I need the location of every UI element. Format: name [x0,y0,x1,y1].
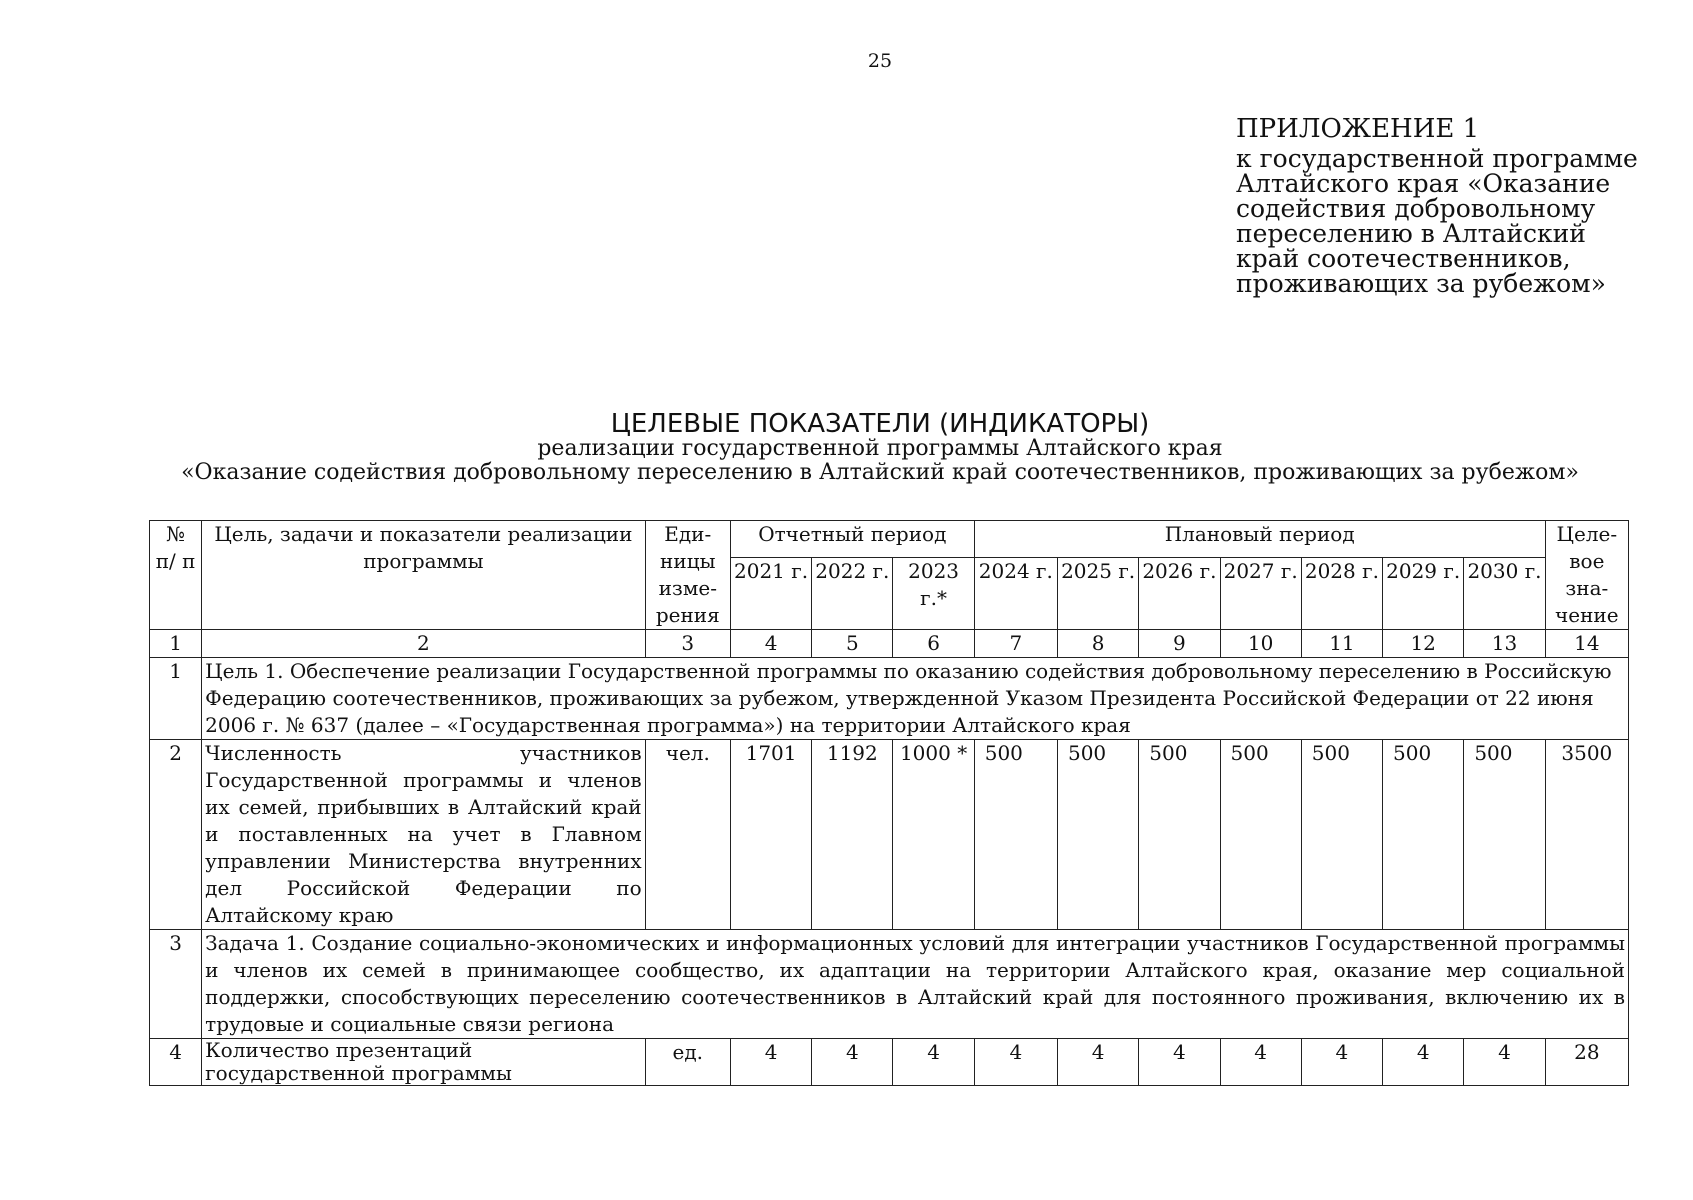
row-number: 2 [150,740,202,930]
heading-title: ЦЕЛЕВЫЕ ПОКАЗАТЕЛИ (ИНДИКАТОРЫ) [610,409,1150,439]
row-number: 3 [150,930,202,1039]
indicator-value: 1000 * [893,740,974,930]
header-planned-period: Плановый период [974,521,1545,558]
indicator-value: 4 [1057,1039,1138,1086]
document-heading [150,410,1610,486]
indicator-value: 500 [1464,740,1545,930]
column-number: 7 [974,630,1057,658]
column-number: 5 [812,630,893,658]
indicator-value: 4 [1139,1039,1220,1086]
header-year: 2027 г. [1220,557,1301,629]
indicator-value: 1701 [730,740,811,930]
indicator-value: 500 [974,740,1057,930]
indicator-value: 500 [1383,740,1464,930]
column-number: 1 [150,630,202,658]
indicator-value: 500 [1057,740,1138,930]
header-target-value: Целе- вое зна- чение [1545,521,1628,630]
indicator-value: 4 [812,1039,893,1086]
column-number: 8 [1057,630,1138,658]
indicator-value: 4 [1301,1039,1382,1086]
indicator-name: Численность участников Государственной программы и членов их семей, прибывших в Алтайский край и поставленных на учет в Главном управлении Министерства внутренних дел Российской Федерации по Алтайскому краю [202,740,645,930]
appendix-line: переселению в Алтайский [1236,219,1586,248]
header-year: 2023 г.* [893,557,974,629]
table-row-indicator [150,740,1629,930]
indicator-value: 1192 [812,740,893,930]
goal-text: Цель 1. Обеспечение реализации Государственной программы по оказанию содействия добровольному переселению в Российскую Федерацию соотечественников, проживающих за рубежом, утвержденной Указом Президента Российской Федерации от 22 июня 2006 г. № 637 (далее – «Государственная программа») на территории Алтайского края [202,658,1629,740]
header-year: 2028 г. [1301,557,1382,629]
indicator-value: 500 [1220,740,1301,930]
column-number: 4 [730,630,811,658]
header-year: 2026 г. [1139,557,1220,629]
header-year: 2024 г. [974,557,1057,629]
task-text: Задача 1. Создание социально-экономических и информационных условий для интеграции участников Государственной программы и членов их семей в принимающее сообщество, их адаптации на территории Алтайского края, оказание мер социальной поддержки, способствующих переселению соотечественников в Алтайский край для постоянного проживания, включению их в трудовые и социальные связи региона [202,930,1629,1039]
heading-subtitle: реализации государственной программы Алтайского края [537,436,1223,461]
header-unit: Еди- ницы изме- рения [645,521,730,630]
appendix-line: содействия добровольному [1236,194,1596,223]
row-number: 1 [150,658,202,740]
appendix-line: Алтайского края «Оказание [1236,169,1611,198]
indicator-unit: ед. [645,1039,730,1086]
table-row-task [150,930,1629,1039]
indicator-target: 28 [1545,1039,1628,1086]
row-number: 4 [150,1039,202,1086]
indicator-value: 500 [1139,740,1220,930]
column-number: 2 [202,630,645,658]
header-reporting-period: Отчетный период [730,521,974,558]
appendix-line: проживающих за рубежом» [1236,269,1606,298]
column-number-row [150,630,1629,658]
indicator-value: 4 [893,1039,974,1086]
indicator-name: Количество презентаций государственной программы [202,1039,645,1086]
header-year: 2030 г. [1464,557,1545,629]
header-number: № п/ п [150,521,202,630]
column-number: 12 [1383,630,1464,658]
appendix-block [1236,114,1656,296]
indicator-value: 4 [730,1039,811,1086]
heading-program-name: «Оказание содействия добровольному переселению в Алтайский край соотечественников, проживающих за рубежом» [181,460,1579,485]
indicator-unit: чел. [645,740,730,930]
header-year: 2025 г. [1057,557,1138,629]
indicator-value: 4 [1464,1039,1545,1086]
indicator-value: 500 [1301,740,1382,930]
column-number: 13 [1464,630,1545,658]
header-row [150,521,1629,558]
table-row-indicator [150,1039,1629,1086]
appendix-line: к государственной программе [1236,144,1638,173]
header-year: 2029 г. [1383,557,1464,629]
column-number: 9 [1139,630,1220,658]
page-number: 25 [867,50,893,72]
header-year: 2021 г. [730,557,811,629]
header-year: 2022 г. [812,557,893,629]
indicator-value: 4 [974,1039,1057,1086]
column-number: 3 [645,630,730,658]
indicator-target: 3500 [1545,740,1628,930]
appendix-line: край соотечественников, [1236,244,1571,273]
column-number: 14 [1545,630,1628,658]
appendix-title: ПРИЛОЖЕНИЕ 1 [1236,114,1480,144]
column-number: 11 [1301,630,1382,658]
header-goal: Цель, задачи и показатели реализации программы [202,521,645,630]
indicator-value: 4 [1220,1039,1301,1086]
column-number: 10 [1220,630,1301,658]
indicator-value: 4 [1383,1039,1464,1086]
table-row-goal [150,658,1629,740]
indicators-table [149,520,1629,1086]
column-number: 6 [893,630,974,658]
